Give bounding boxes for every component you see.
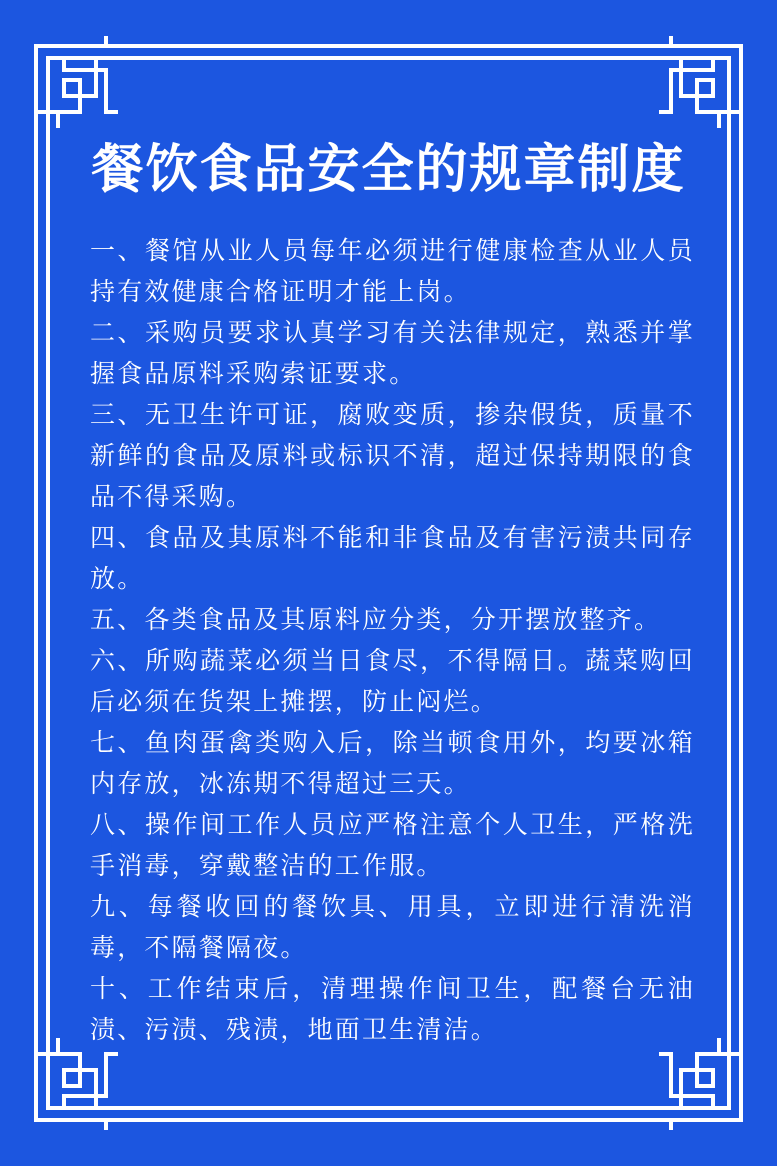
rule-item: 六、所购蔬菜必须当日食尽，不得隔日。蔬菜购回后必须在货架上摊摆，防止闷烂。 [90, 646, 695, 716]
rule-item: 十、工作结束后，清理操作间卫生，配餐台无油渍、污渍、残渍，地面卫生清洁。 [90, 974, 695, 1044]
rule-item: 八、操作间工作人员应严格注意个人卫生，严格洗手消毒，穿戴整洁的工作服。 [90, 810, 695, 880]
rule-item: 三、无卫生许可证，腐败变质，掺杂假货，质量不新鲜的食品及原料或标识不清，超过保持期限的食品不得采购。 [90, 400, 695, 511]
rule-item: 四、食品及其原料不能和非食品及有害污渍共同存放。 [90, 523, 695, 593]
corner-ornament-top-left [36, 36, 118, 128]
corner-ornament-bottom-right [659, 1038, 741, 1130]
corner-ornament-top-right [659, 36, 741, 128]
corner-ornament-bottom-left [36, 1038, 118, 1130]
rule-item: 一、餐馆从业人员每年必须进行健康检查从业人员持有效健康合格证明才能上岗。 [90, 236, 695, 306]
rule-item: 二、采购员要求认真学习有关法律规定，熟悉并掌握食品原料采购索证要求。 [90, 318, 695, 388]
rule-item: 五、各类食品及其原料应分类，分开摆放整齐。 [90, 605, 662, 634]
notice-title: 餐饮食品安全的规章制度 [91, 140, 686, 200]
rules-list [90, 230, 695, 1050]
rule-item: 七、鱼肉蛋禽类购入后，除当顿食用外，均要冰箱内存放，冰冻期不得超过三天。 [90, 728, 695, 798]
rule-item: 九、每餐收回的餐饮具、用具，立即进行清洗消毒，不隔餐隔夜。 [90, 892, 695, 962]
